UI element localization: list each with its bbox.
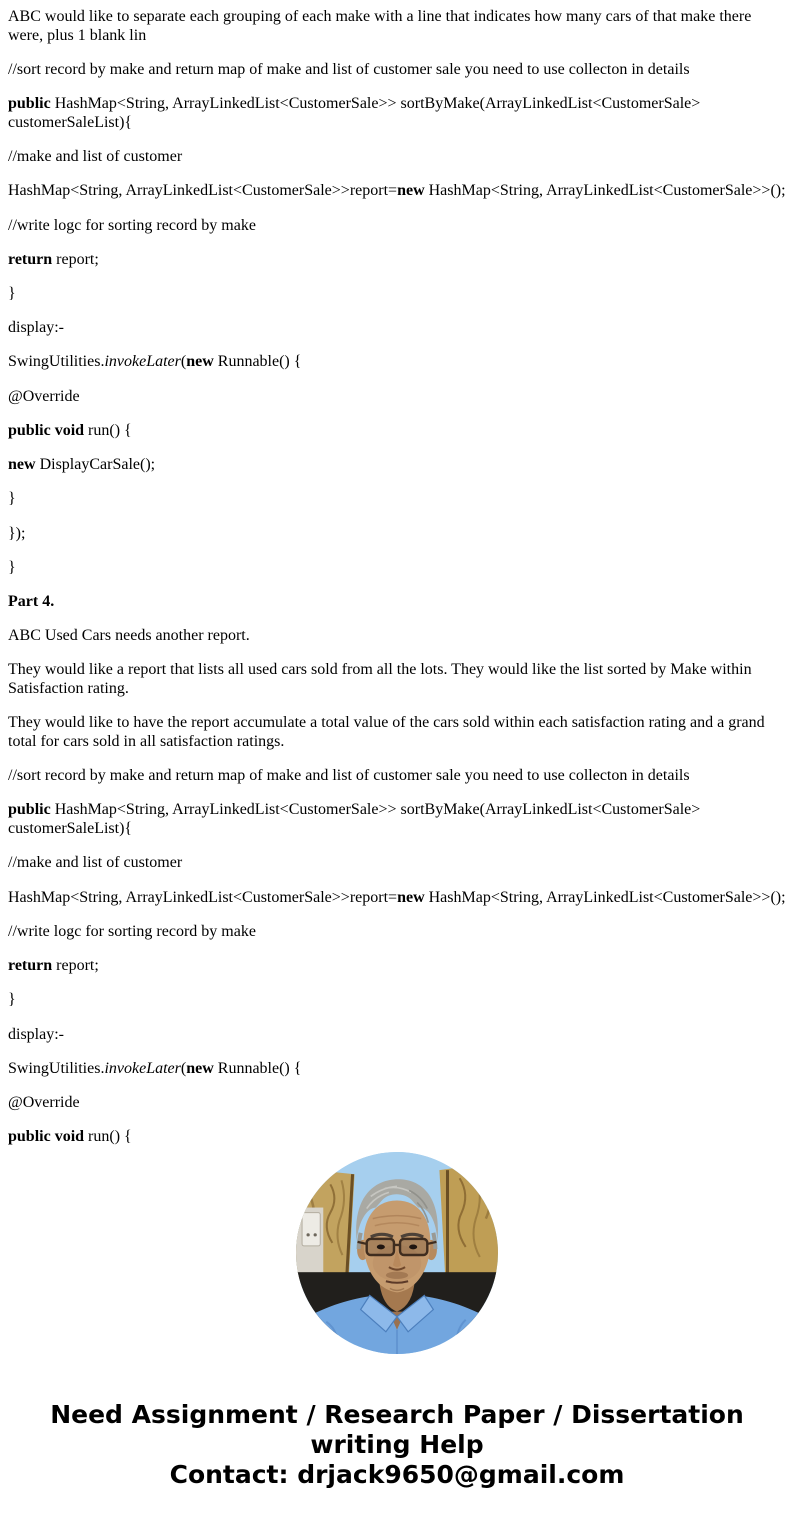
paragraph: HashMap<String, ArrayLinkedList<CustomerSale>>report=new HashMap<String, ArrayLinkedList<CustomerSale>>(); bbox=[8, 182, 786, 200]
paragraph: }); bbox=[8, 524, 26, 542]
paragraph: display:- bbox=[8, 319, 64, 337]
paragraph: They would like a report that lists all used cars sold from all the lots. They would like the list sorted by Make within Satisfaction rating. bbox=[8, 661, 752, 698]
promo-line-2: writing Help bbox=[310, 1430, 484, 1459]
paragraph: //write logc for sorting record by make bbox=[8, 216, 256, 234]
paragraph: //write logc for sorting record by make bbox=[8, 922, 256, 940]
paragraph: Part 4. bbox=[8, 592, 55, 610]
paragraph: return report; bbox=[8, 250, 99, 268]
paragraph: new DisplayCarSale(); bbox=[8, 456, 156, 474]
promo-contact-email: Contact: drjack9650@gmail.com bbox=[169, 1460, 625, 1489]
paragraph: public void run() { bbox=[8, 421, 132, 439]
promo-line-1: Need Assignment / Research Paper / Dissertation bbox=[50, 1400, 744, 1429]
paragraph: @Override bbox=[8, 387, 80, 405]
paragraph: return report; bbox=[8, 957, 99, 975]
paragraph: //sort record by make and return map of make and list of customer sale you need to use collecton in details bbox=[8, 60, 690, 78]
paragraph: ABC Used Cars needs another report. bbox=[8, 627, 250, 645]
paragraph: HashMap<String, ArrayLinkedList<CustomerSale>>report=new HashMap<String, ArrayLinkedList<CustomerSale>>(); bbox=[8, 888, 786, 906]
paragraph: } bbox=[8, 558, 16, 576]
paragraph: @Override bbox=[8, 1093, 80, 1111]
paragraph: //make and list of customer bbox=[8, 148, 183, 166]
paragraph: SwingUtilities.invokeLater(new Runnable() { bbox=[8, 1059, 302, 1077]
paragraph: } bbox=[8, 991, 16, 1009]
paragraph: //sort record by make and return map of make and list of customer sale you need to use collecton in details bbox=[8, 767, 690, 785]
paragraph: public HashMap<String, ArrayLinkedList<CustomerSale>> sortByMake(ArrayLinkedList<CustomerSale> customerSaleList){ bbox=[8, 801, 701, 838]
paragraph: display:- bbox=[8, 1025, 64, 1043]
portrait-photo-icon bbox=[296, 1152, 498, 1354]
paragraph: They would like to have the report accumulate a total value of the cars sold within each satisfaction rating and a grand total for cars sold in all satisfaction ratings. bbox=[8, 714, 765, 751]
paragraph: public void run() { bbox=[8, 1128, 132, 1146]
paragraph: ABC would like to separate each grouping of each make with a line that indicates how many cars of that make there were, plus 1 blank lin bbox=[8, 8, 752, 44]
promo-heading bbox=[0, 1400, 794, 1490]
paragraph: //make and list of customer bbox=[8, 854, 183, 872]
paragraph: public HashMap<String, ArrayLinkedList<CustomerSale>> sortByMake(ArrayLinkedList<CustomerSale> customerSaleList){ bbox=[8, 95, 701, 131]
paragraph: } bbox=[8, 284, 16, 302]
paragraph: SwingUtilities.invokeLater(new Runnable() { bbox=[8, 353, 302, 371]
profile-photo bbox=[296, 1152, 498, 1354]
paragraph: } bbox=[8, 490, 16, 508]
